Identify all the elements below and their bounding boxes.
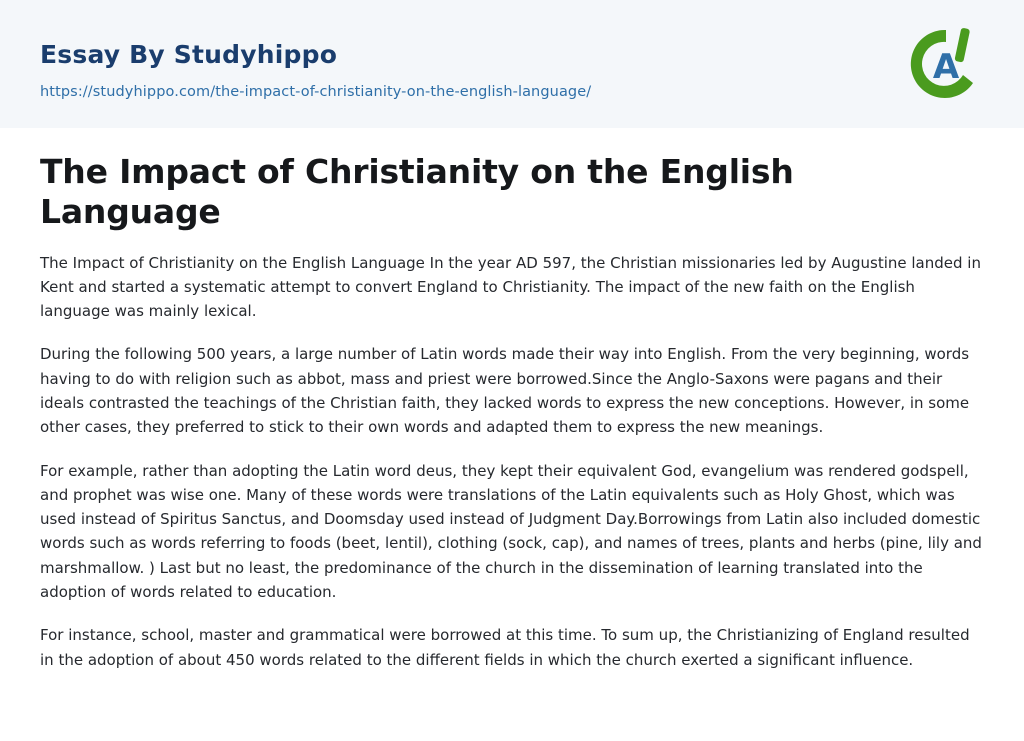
- body-paragraph: For example, rather than adopting the Latin word deus, they kept their equivalent God, evangelium was rendered godspell, and prophet was wise one. Many of these words were translations of the Latin equivalents such as Holy Ghost, which was used instead of Spiritus Sanctus, and Doomsday used instead of Judgment Day.Borrowings from Latin also included domestic words such as words referring to foods (beet, lentil), clothing (sock, cap), and names of trees, plants and herbs (pine, lily and marshmallow. ) Last but no least, the predominance of the church in the dissemination of learning translated into the adoption of words related to education.: [40, 461, 982, 602]
- studyhippo-a-logo-icon: [906, 24, 986, 104]
- body-paragraph: For instance, school, master and grammatical were borrowed at this time. To sum up, the Christianizing of England resulted in the adoption of about 450 words related to the different fields in which the church exerted a significant influence.: [40, 626, 970, 669]
- svg-text:A: A: [932, 47, 960, 87]
- page-title: The Impact of Christianity on the English Language: [40, 152, 794, 232]
- body-paragraph: During the following 500 years, a large number of Latin words made their way into English. From the very beginning, words having to do with religion such as abbot, mass and priest were borrowed.Since the Anglo-Saxons were pagans and their ideals contrasted the teachings of the Christian faith, they lacked words to express the new conceptions. However, in some other cases, they preferred to stick to their own words and adapted them to express the new meanings.: [40, 345, 970, 437]
- brand-title: Essay By Studyhippo: [40, 40, 338, 69]
- document-content: [0, 152, 1024, 672]
- site-header: [0, 0, 1024, 128]
- source-url[interactable]: https://studyhippo.com/the-impact-of-christianity-on-the-english-language/: [40, 84, 592, 100]
- body-paragraph: The Impact of Christianity on the English Language In the year AD 597, the Christian missionaries led by Augustine landed in Kent and started a systematic attempt to convert England to Christianity. The impact of the new faith on the English language was mainly lexical.: [40, 253, 981, 321]
